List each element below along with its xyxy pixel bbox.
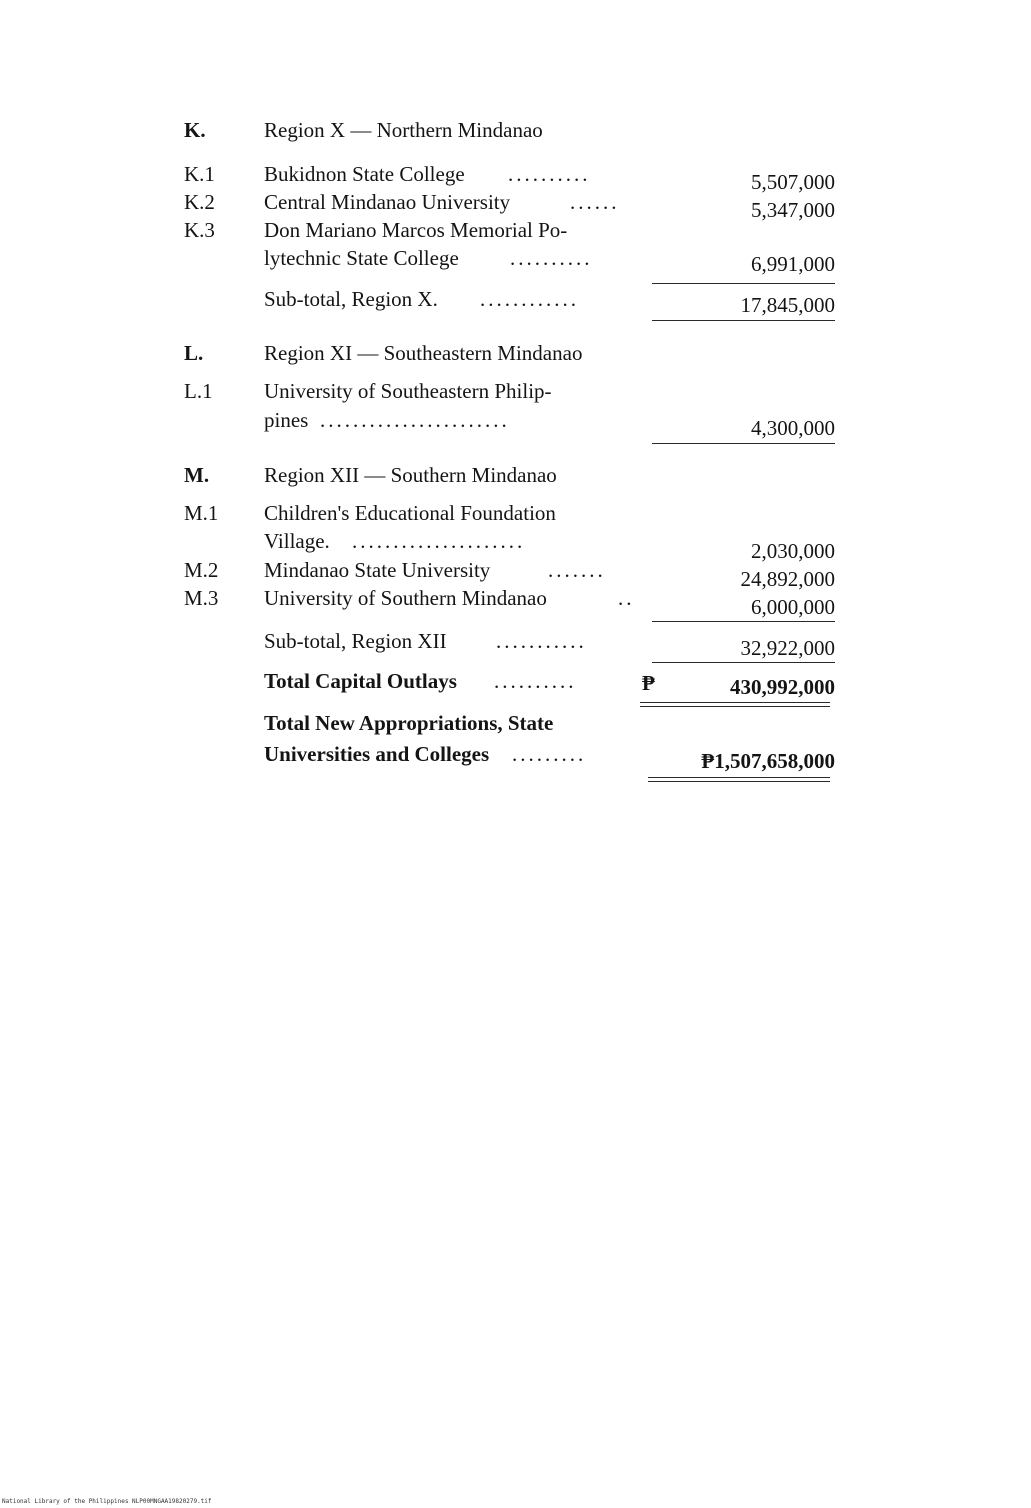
section-title: Region X — Northern Mindanao <box>264 118 543 142</box>
underline <box>652 443 835 444</box>
line-item-continued <box>0 246 1031 280</box>
item-name-line1: Don Mariano Marcos Memorial Po- <box>264 218 568 242</box>
subtotal-amount: 17,845,000 <box>740 293 835 317</box>
section-heading-m <box>0 463 1031 497</box>
line-item <box>0 586 1031 620</box>
leader-dots: ............ <box>480 287 579 311</box>
item-amount: 4,300,000 <box>751 416 835 440</box>
item-name-line2: pines <box>264 408 309 432</box>
subtotal-label: Sub-total, Region X. <box>264 287 438 311</box>
leader-dots: ....... <box>548 558 606 582</box>
item-code: M.3 <box>184 586 219 610</box>
item-name-line2: lytechnic State College <box>264 246 459 270</box>
grand-total-label-line2: Universities and Colleges <box>264 742 490 766</box>
item-name-line2: Village. <box>264 529 330 553</box>
leader-dots: ...... <box>570 190 620 214</box>
item-amount: 5,507,000 <box>751 170 835 194</box>
subtotal-label: Sub-total, Region XII <box>264 629 447 653</box>
currency-sign: ₱ <box>642 671 655 695</box>
item-amount: 6,991,000 <box>751 252 835 276</box>
leader-dots: .. <box>618 586 635 610</box>
subtotal-amount: 32,922,000 <box>740 636 835 660</box>
underline <box>652 283 835 284</box>
item-amount: 6,000,000 <box>751 595 835 619</box>
double-underline <box>640 702 830 707</box>
item-name: Mindanao State University <box>264 558 491 582</box>
item-code: K.3 <box>184 218 215 242</box>
leader-dots: .......... <box>494 669 577 693</box>
subtotal-row <box>0 629 1031 663</box>
section-code: L. <box>184 341 204 365</box>
item-code: K.1 <box>184 162 215 186</box>
leader-dots: ......... <box>512 742 587 766</box>
item-name: Central Mindanao University <box>264 190 511 214</box>
scan-footer: National Library of the Philippines NLP00MNGAA19820279.tif <box>2 1498 212 1505</box>
item-amount: 5,347,000 <box>751 198 835 222</box>
item-name: University of Southern Mindanao <box>264 586 547 610</box>
section-heading-k <box>0 118 1031 152</box>
underline <box>652 662 835 663</box>
item-code: K.2 <box>184 190 215 214</box>
item-code: L.1 <box>184 379 213 403</box>
section-code: K. <box>184 118 206 142</box>
underline <box>652 320 835 321</box>
total-capital-amount: 430,992,000 <box>730 675 835 699</box>
leader-dots: .......... <box>508 162 591 186</box>
item-amount: 2,030,000 <box>751 539 835 563</box>
grand-total-amount: ₱1,507,658,000 <box>701 749 835 773</box>
section-heading-l <box>0 341 1031 375</box>
total-capital-label: Total Capital Outlays <box>264 669 457 693</box>
subtotal-row <box>0 287 1031 321</box>
grand-total-label-line1: Total New Appropriations, State <box>264 711 554 735</box>
item-amount: 24,892,000 <box>740 567 835 591</box>
item-name: Bukidnon State College <box>264 162 465 186</box>
item-code: M.1 <box>184 501 219 525</box>
leader-dots: .......... <box>510 246 593 270</box>
item-name-line1: Children's Educational Foundation <box>264 501 556 525</box>
grand-total-row-continued <box>0 742 1031 776</box>
item-code: M.2 <box>184 558 219 582</box>
section-title: Region XII — Southern Mindanao <box>264 463 557 487</box>
section-title: Region XI — Southeastern Mindanao <box>264 341 583 365</box>
underline <box>652 621 835 622</box>
line-item-continued <box>0 408 1031 442</box>
section-code: M. <box>184 463 210 487</box>
grand-total-row <box>0 711 1031 745</box>
leader-dots: ..................... <box>352 529 526 553</box>
leader-dots: ........... <box>496 629 587 653</box>
leader-dots: ....................... <box>320 408 510 432</box>
item-name-line1: University of Southeastern Philip- <box>264 379 552 403</box>
double-underline <box>648 777 830 782</box>
total-capital-row <box>0 669 1031 703</box>
